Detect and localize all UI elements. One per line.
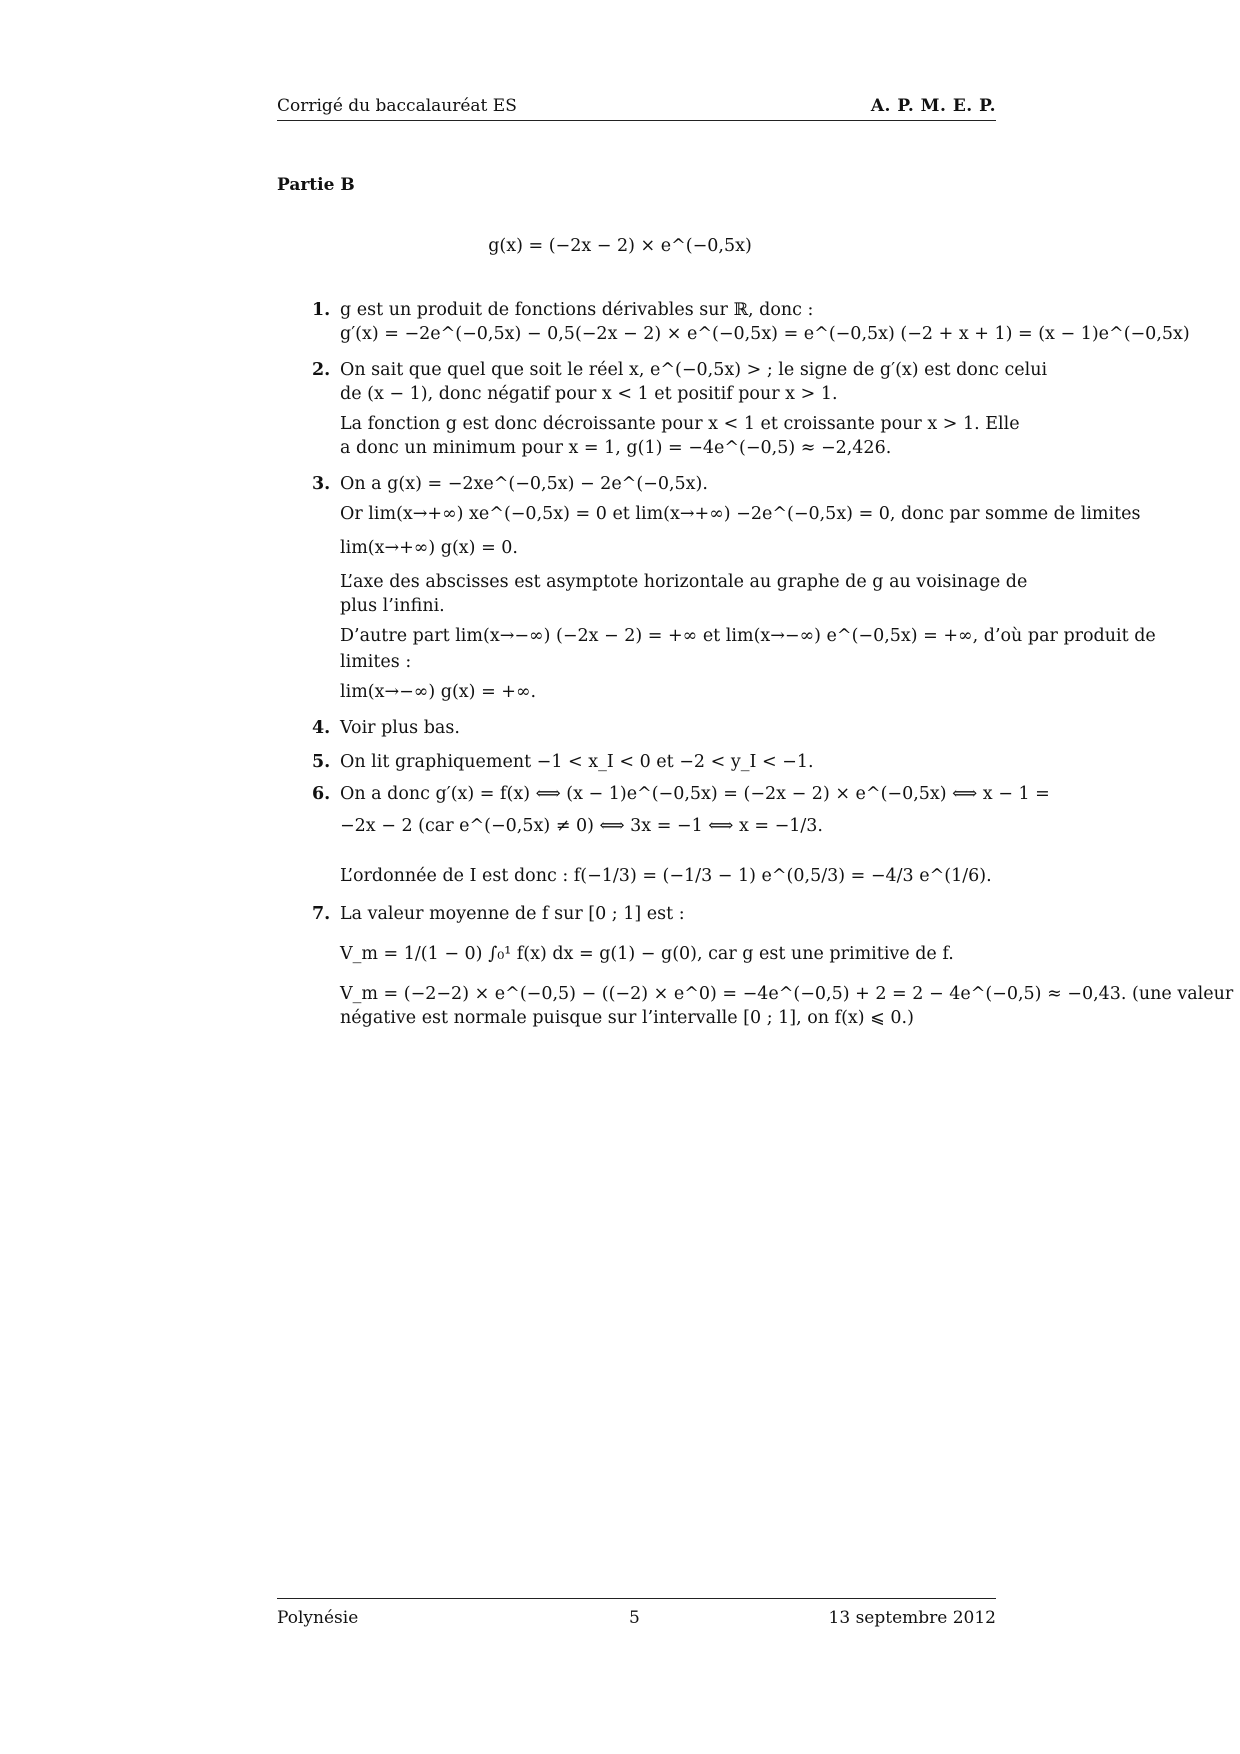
footer-left: Polynésie: [277, 1608, 359, 1628]
page-number: 5: [629, 1608, 640, 1628]
item-line: g est un produit de fonctions dérivables sur ℝ, donc :: [340, 300, 814, 320]
item-line: La fonction g est donc décroissante pour x < 1 et croissante pour x > 1. Elle: [340, 414, 1020, 434]
footer-right: 13 septembre 2012: [828, 1608, 996, 1628]
item-line: Voir plus bas.: [340, 718, 460, 738]
item-line: limites :: [340, 652, 412, 672]
header-left: Corrigé du baccalauréat ES: [277, 96, 517, 116]
item-line: a donc un minimum pour x = 1, g(1) = −4e^(−0,5) ≈ −2,426.: [340, 438, 892, 458]
item-number: 3.: [312, 474, 331, 494]
item-line: V_m = (−2−2) × e^(−0,5) − ((−2) × e^0) = −4e^(−0,5) + 2 = 2 − 4e^(−0,5) ≈ −0,43. (une valeur: [340, 984, 1234, 1004]
item-line: de (x − 1), donc négatif pour x < 1 et positif pour x > 1.: [340, 384, 838, 404]
item-line: On a g(x) = −2xe^(−0,5x) − 2e^(−0,5x).: [340, 474, 708, 494]
item-line: V_m = 1/(1 − 0) ∫₀¹ f(x) dx = g(1) − g(0), car g est une primitive de f.: [340, 944, 954, 964]
item-number: 1.: [312, 300, 331, 320]
item-line: lim(x→+∞) g(x) = 0.: [340, 538, 518, 558]
item-line: −2x − 2 (car e^(−0,5x) ≠ 0) ⟺ 3x = −1 ⟺ x = −1/3.: [340, 816, 823, 836]
item-number: 6.: [312, 784, 331, 804]
item-number: 5.: [312, 752, 331, 772]
item-line: L’ordonnée de I est donc : f(−1/3) = (−1/3 − 1) e^(0,5/3) = −4/3 e^(1/6).: [340, 866, 992, 886]
item-number: 2.: [312, 360, 331, 380]
item-number: 7.: [312, 904, 331, 924]
item-line: La valeur moyenne de f sur [0 ; 1] est :: [340, 904, 685, 924]
item-line: D’autre part lim(x→−∞) (−2x − 2) = +∞ et lim(x→−∞) e^(−0,5x) = +∞, d’où par produit de: [340, 626, 1156, 646]
main-formula: g(x) = (−2x − 2) × e^(−0,5x): [488, 236, 752, 256]
item-line: L’axe des abscisses est asymptote horizontale au graphe de g au voisinage de: [340, 572, 1028, 592]
footer-divider: [277, 1598, 996, 1599]
item-line: lim(x→−∞) g(x) = +∞.: [340, 682, 537, 702]
item-line: Or lim(x→+∞) xe^(−0,5x) = 0 et lim(x→+∞) −2e^(−0,5x) = 0, donc par somme de limites: [340, 504, 1141, 524]
item-line: g′(x) = −2e^(−0,5x) − 0,5(−2x − 2) × e^(−0,5x) = e^(−0,5x) (−2 + x + 1) = (x − 1)e^(−0,5x): [340, 324, 1190, 344]
item-number: 4.: [312, 718, 331, 738]
item-line: On lit graphiquement −1 < x_I < 0 et −2 < y_I < −1.: [340, 752, 814, 772]
header-right: A. P. M. E. P.: [870, 96, 996, 116]
item-line: On a donc g′(x) = f(x) ⟺ (x − 1)e^(−0,5x) = (−2x − 2) × e^(−0,5x) ⟺ x − 1 =: [340, 784, 1050, 804]
page-header: [277, 96, 996, 121]
item-line: On sait que quel que soit le réel x, e^(−0,5x) > ; le signe de g′(x) est donc celui: [340, 360, 1048, 380]
item-line: négative est normale puisque sur l’intervalle [0 ; 1], on f(x) ⩽ 0.): [340, 1008, 914, 1028]
item-line: plus l’infini.: [340, 596, 445, 616]
section-title: Partie B: [277, 175, 355, 195]
